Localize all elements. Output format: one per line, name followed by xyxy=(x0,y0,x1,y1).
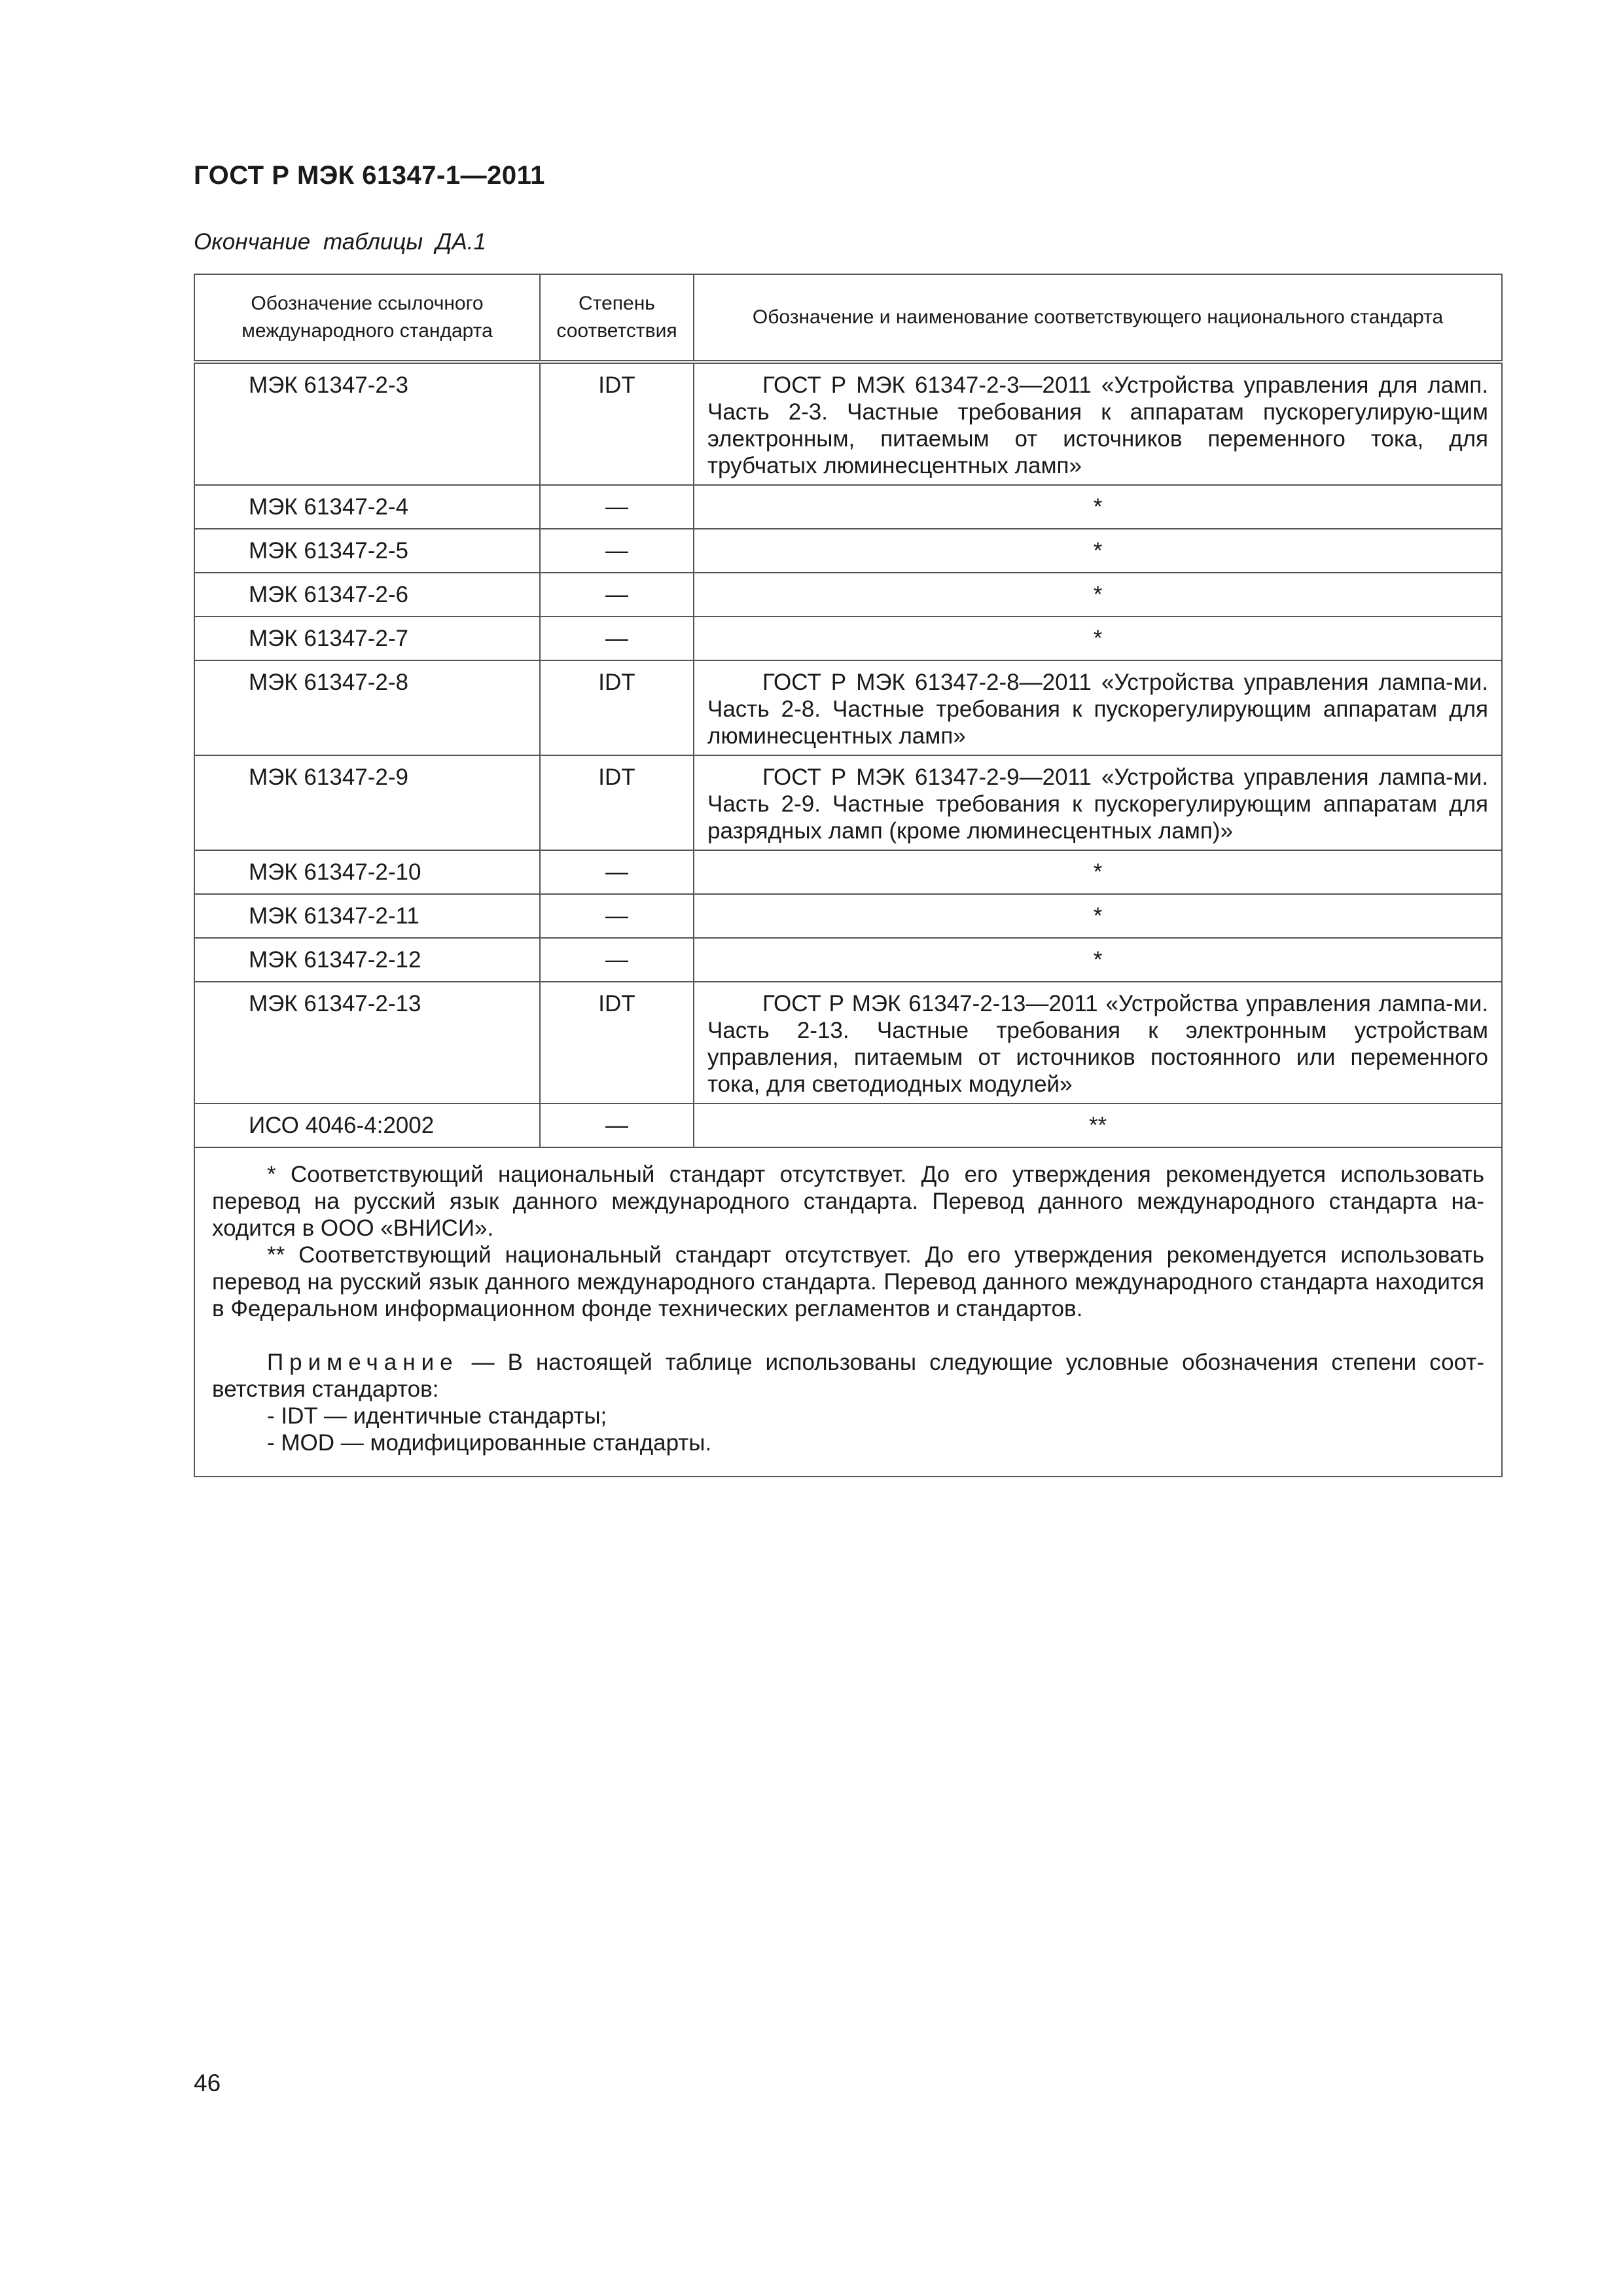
notes-cell xyxy=(194,1147,1502,1477)
footnote-double-star: ** Соответствующий национальный стандарт отсутствует. До его утверждения рекомендуется использовать перевод на русский язык данного международного стандарта. Перевод данного международного стандарта находится в Федеральном информационном фонде технических регламентов и стандартов. xyxy=(212,1242,1484,1321)
cell-national-standard xyxy=(694,938,1502,982)
cell-degree: — xyxy=(540,485,694,529)
note-label: Примечание xyxy=(267,1350,459,1375)
table-row xyxy=(194,660,1502,755)
table-row xyxy=(194,617,1502,660)
note-text: — В настоящей таблице использованы следующие условные обозначения степени соот-ветствия стандартов: xyxy=(212,1350,1484,1402)
column-header-reference: Обозначение ссылочного международного стандарта xyxy=(194,274,540,362)
cell-national-standard xyxy=(694,1103,1502,1147)
national-standard-text: * xyxy=(1093,538,1103,564)
table-header-row xyxy=(194,274,1502,362)
cell-reference-standard: МЭК 61347-2-8 xyxy=(194,660,540,755)
cell-reference-standard: МЭК 61347-2-5 xyxy=(194,529,540,573)
footnote-single-star: * Соответствующий национальный стандарт отсутствует. До его утверждения рекомендуется использовать перевод на русский язык данного международного стандарта. Перевод данного международного стандарта на-ходится в ООО «ВНИСИ». xyxy=(212,1162,1484,1241)
table-row xyxy=(194,850,1502,894)
national-standard-text: * xyxy=(1093,626,1103,651)
cell-degree: IDT xyxy=(540,362,694,485)
cell-reference-standard: ИСО 4046-4:2002 xyxy=(194,1103,540,1147)
cell-national-standard xyxy=(694,362,1502,485)
national-standard-text: ** xyxy=(1088,1113,1107,1138)
cell-reference-standard: МЭК 61347-2-11 xyxy=(194,894,540,938)
cell-degree: — xyxy=(540,894,694,938)
table-row xyxy=(194,573,1502,617)
cell-degree: — xyxy=(540,1103,694,1147)
table-row xyxy=(194,894,1502,938)
table-body xyxy=(194,362,1502,1147)
table-row xyxy=(194,1103,1502,1147)
notes-spacer xyxy=(212,1322,1484,1349)
cell-degree: — xyxy=(540,938,694,982)
note-item-mod: - MOD — модифицированные стандарты. xyxy=(267,1430,712,1456)
document-title: ГОСТ Р МЭК 61347-1—2011 xyxy=(194,161,545,190)
national-standard-text: ГОСТ Р МЭК 61347-2-8—2011 «Устройства управления лампа-ми. Часть 2-8. Частные требования к пускорегулирующим аппаратам для люминесцентных ламп» xyxy=(707,670,1488,749)
column-header-degree: Степень соответствия xyxy=(540,274,694,362)
national-standard-text: * xyxy=(1093,947,1103,973)
national-standard-text: * xyxy=(1093,859,1103,885)
table-row xyxy=(194,362,1502,485)
cell-reference-standard: МЭК 61347-2-9 xyxy=(194,755,540,850)
cell-national-standard xyxy=(694,617,1502,660)
cell-degree: — xyxy=(540,529,694,573)
column-header-national: Обозначение и наименование соответствующего национального стандарта xyxy=(694,274,1502,362)
cell-degree: — xyxy=(540,850,694,894)
cell-reference-standard: МЭК 61347-2-13 xyxy=(194,982,540,1103)
note-item-idt: - IDT — идентичные стандарты; xyxy=(267,1403,607,1429)
cell-national-standard xyxy=(694,755,1502,850)
standards-table xyxy=(194,274,1503,1477)
table-row xyxy=(194,938,1502,982)
cell-national-standard xyxy=(694,850,1502,894)
national-standard-text: ГОСТ Р МЭК 61347-2-9—2011 «Устройства управления лампа-ми. Часть 2-9. Частные требования к пускорегулирующим аппаратам для разрядных ламп (кроме люминесцентных ламп)» xyxy=(707,764,1488,844)
note-paragraph xyxy=(212,1349,1484,1403)
page-number: 46 xyxy=(194,2070,221,2096)
cell-reference-standard: МЭК 61347-2-4 xyxy=(194,485,540,529)
cell-reference-standard: МЭК 61347-2-6 xyxy=(194,573,540,617)
cell-national-standard xyxy=(694,660,1502,755)
national-standard-text: * xyxy=(1093,903,1103,929)
cell-national-standard xyxy=(694,485,1502,529)
cell-national-standard xyxy=(694,982,1502,1103)
national-standard-text: ГОСТ Р МЭК 61347-2-3—2011 «Устройства управления для ламп. Часть 2-3. Частные требования к аппаратам пускорегулирую-щим электронным, питаемым от источников переменного тока, для трубчатых люминесцентных ламп» xyxy=(707,372,1488,478)
national-standard-text: * xyxy=(1093,494,1103,520)
table-row xyxy=(194,982,1502,1103)
cell-degree: IDT xyxy=(540,660,694,755)
standards-table-container xyxy=(194,274,1503,1477)
table-row xyxy=(194,529,1502,573)
cell-reference-standard: МЭК 61347-2-7 xyxy=(194,617,540,660)
cell-national-standard xyxy=(694,529,1502,573)
cell-degree: IDT xyxy=(540,755,694,850)
cell-reference-standard: МЭК 61347-2-10 xyxy=(194,850,540,894)
cell-degree: IDT xyxy=(540,982,694,1103)
notes-row xyxy=(194,1147,1502,1477)
national-standard-text: * xyxy=(1093,582,1103,607)
cell-national-standard xyxy=(694,894,1502,938)
cell-reference-standard: МЭК 61347-2-12 xyxy=(194,938,540,982)
cell-national-standard xyxy=(694,573,1502,617)
cell-degree: — xyxy=(540,617,694,660)
cell-reference-standard: МЭК 61347-2-3 xyxy=(194,362,540,485)
table-row xyxy=(194,485,1502,529)
cell-degree: — xyxy=(540,573,694,617)
table-row xyxy=(194,755,1502,850)
national-standard-text: ГОСТ Р МЭК 61347-2-13—2011 «Устройства управления лампа-ми. Часть 2-13. Частные требования к электронным устройствам управления, питаемым от источников постоянного или переменного тока, для светодиодных модулей» xyxy=(707,991,1488,1097)
table-caption: Окончание таблицы ДА.1 xyxy=(194,229,486,255)
